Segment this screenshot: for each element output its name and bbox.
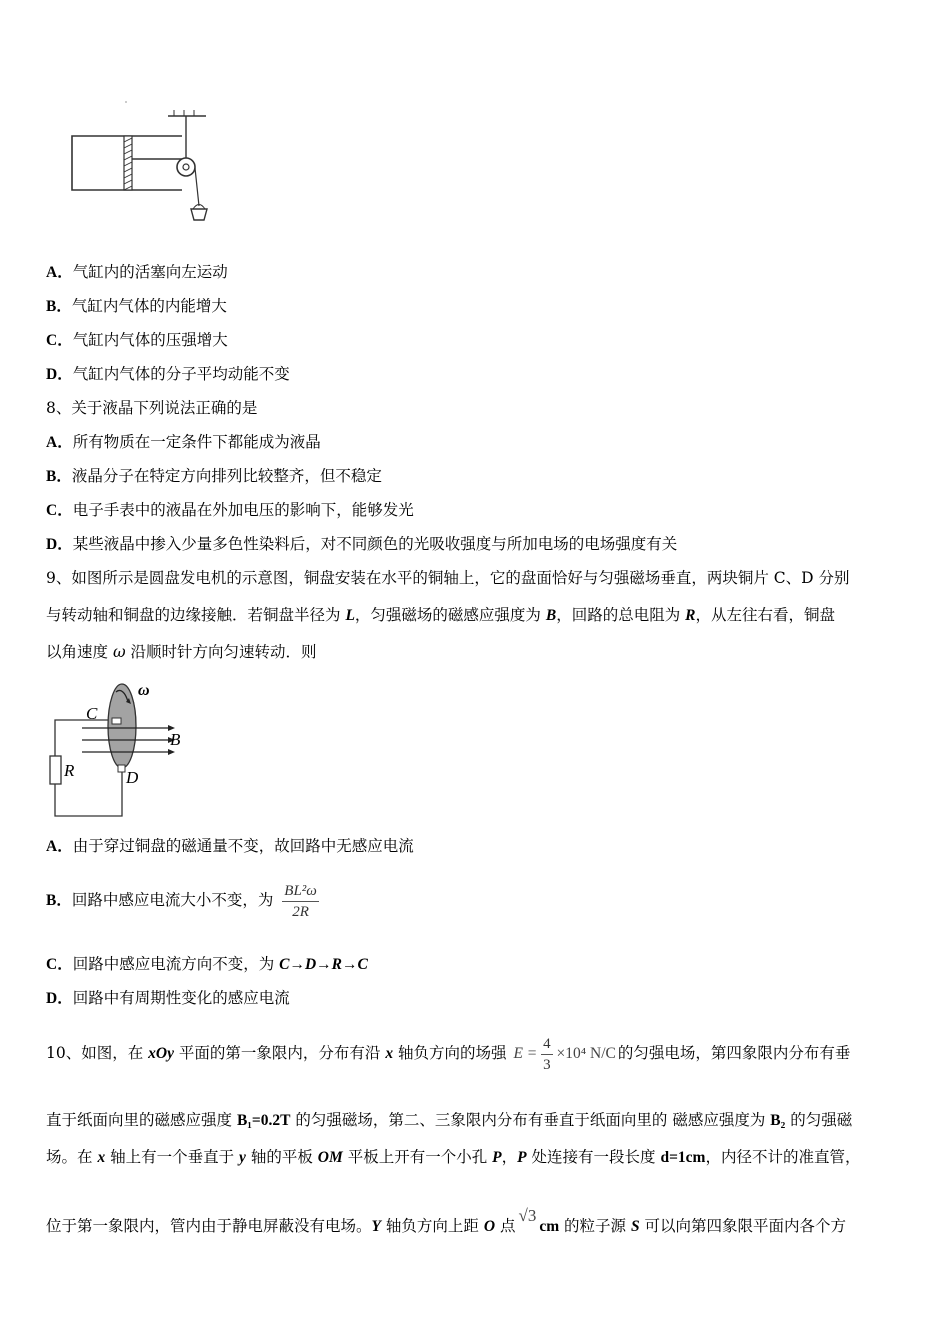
- formula-numerator: 4: [541, 1034, 553, 1055]
- q10-line-3: [46, 1147, 860, 1168]
- option-letter: C．: [46, 502, 73, 519]
- formula-rhs: ×10⁴ N/C: [556, 1045, 616, 1062]
- option-letter: D．: [46, 366, 73, 383]
- q10-line-2: [46, 1110, 852, 1131]
- var-B2: B₂: [770, 1112, 786, 1129]
- unit-cm: cm: [539, 1218, 560, 1235]
- formula-fraction: [541, 1034, 553, 1075]
- text-run: 的匀强电场，第四象限内分布有垂: [617, 1044, 851, 1062]
- label-R: R: [64, 761, 75, 780]
- var-OM: OM: [317, 1149, 343, 1166]
- q7-option-c: [46, 330, 228, 351]
- field-formula: [513, 1025, 615, 1083]
- text-run: 的粒子源: [559, 1217, 631, 1235]
- text-run: 点: [495, 1217, 516, 1235]
- text-run: 位于第一象限内，管内由于静电屏蔽没有电场。: [46, 1217, 372, 1235]
- var-R: R: [685, 607, 696, 624]
- option-text: 气缸内气体的压强增大: [72, 331, 228, 349]
- formula-denominator: 2R: [292, 903, 309, 920]
- q8-option-a: [46, 432, 321, 453]
- option-text: 回路中感应电流大小不变，为: [71, 891, 274, 909]
- option-text: 气缸内气体的分子平均动能不变: [72, 365, 290, 383]
- var-O: O: [483, 1218, 496, 1235]
- q8-stem: 8、关于液晶下列说法正确的是: [46, 399, 258, 417]
- text-run: ，: [501, 1148, 518, 1166]
- label-C: C: [86, 704, 98, 723]
- var-x: x: [385, 1045, 394, 1062]
- q9-stem-line-1: 9、如图所示是圆盘发电机的示意图，铜盘安装在水平的铜轴上，它的盘面恰好与匀强磁场垂直，两块铜片 C、D 分别: [46, 569, 850, 587]
- var-xOy: xOy: [148, 1045, 174, 1062]
- q9-option-b: [46, 872, 319, 928]
- q9-option-a: [46, 836, 414, 857]
- option-text: 某些液晶中掺入少量多色性染料后，对不同颜色的光吸收强度与所加电场的电场强度有关: [72, 535, 678, 553]
- var-omega: ω: [112, 643, 126, 661]
- var-x: x: [97, 1149, 106, 1166]
- text-run: ，从左往右看，铜盘: [695, 606, 835, 624]
- option-letter: D．: [46, 990, 73, 1007]
- var-y: y: [239, 1149, 246, 1166]
- var-S: S: [630, 1218, 640, 1235]
- q7-option-d: [46, 364, 290, 385]
- option-text: 回路中感应电流方向不变，为: [72, 955, 280, 973]
- q9-option-d: [46, 988, 290, 1009]
- text-run: ，匀强磁场的磁感应强度为: [354, 606, 546, 624]
- text-run: 轴上有一个垂直于: [105, 1148, 240, 1166]
- option-letter: D．: [46, 536, 73, 553]
- var-L: L: [345, 607, 355, 624]
- text-run: 轴的平板: [245, 1148, 318, 1166]
- option-letter: C．: [46, 956, 73, 973]
- sqrt-three: √3: [518, 1206, 537, 1225]
- option-letter: A．: [46, 264, 73, 281]
- label-omega: ω: [138, 682, 150, 699]
- text-run: 轴负方向的场强: [393, 1044, 507, 1062]
- text-run: 处连接有一段长度: [526, 1148, 661, 1166]
- var-P: P: [517, 1149, 527, 1166]
- formula-numerator: BL²ω: [282, 881, 319, 902]
- text-run: ，回路的总电阻为: [556, 606, 686, 624]
- q9-stem-line-2: [46, 605, 835, 626]
- text-run: 平板上开有一个小孔: [342, 1148, 493, 1166]
- option-text: 气缸内的活塞向左运动: [72, 263, 228, 281]
- label-B: B: [170, 730, 181, 749]
- text-run: 可以向第四象限平面内各个方: [639, 1217, 847, 1235]
- current-formula: [282, 881, 319, 922]
- option-letter: B．: [46, 892, 72, 909]
- option-letter: B．: [46, 468, 72, 485]
- q10-line-1: [46, 1024, 850, 1082]
- cylinder-pulley-figure: [60, 96, 220, 231]
- var-d: d=1cm: [660, 1149, 706, 1166]
- q9-option-c: [46, 954, 368, 975]
- option-text: 回路中有周期性变化的感应电流: [72, 989, 290, 1007]
- var-B: B: [545, 607, 557, 624]
- current-path: C→D→R→C: [279, 956, 368, 973]
- text-run: 轴负方向上距: [380, 1217, 484, 1235]
- formula-denominator: 3: [543, 1056, 551, 1073]
- q9-stem-line-3: [46, 642, 317, 662]
- option-text: 所有物质在一定条件下都能成为液晶: [72, 433, 321, 451]
- var-B1: B₁=0.2T: [236, 1112, 291, 1129]
- q8-option-b: [46, 466, 382, 487]
- text-run: 平面的第一象限内，分布有沿: [173, 1044, 386, 1062]
- text-run: 10、如图，在: [46, 1044, 149, 1062]
- text-run: ，内径不计的准直管，: [705, 1148, 861, 1166]
- label-D: D: [126, 768, 139, 787]
- text-run: 与转动轴和铜盘的边缘接触．若铜盘半径为: [46, 606, 346, 624]
- text-run: 沿顺时针方向匀速转动．则: [125, 643, 317, 661]
- option-letter: A．: [46, 434, 73, 451]
- disc-generator-figure: [44, 676, 194, 822]
- q8-option-d: [46, 534, 677, 555]
- var-Y: Y: [371, 1218, 381, 1235]
- text-run: 场。在: [46, 1148, 98, 1166]
- option-letter: A．: [46, 838, 73, 855]
- text-run: 直于纸面向里的磁感应强度: [46, 1111, 237, 1129]
- text-run: 的匀强磁场，第二、三象限内分布有垂直于纸面向里的 磁感应强度为: [290, 1111, 771, 1129]
- option-text: 气缸内气体的内能增大: [71, 297, 227, 315]
- option-text: 由于穿过铜盘的磁通量不变，故回路中无感应电流: [72, 837, 414, 855]
- q7-option-a: [46, 262, 228, 283]
- q7-option-b: [46, 296, 227, 317]
- option-letter: B．: [46, 298, 72, 315]
- text-run: 的匀强磁: [785, 1111, 853, 1129]
- q10-line-4: [46, 1196, 846, 1236]
- q8-option-c: [46, 500, 414, 521]
- option-text: 电子手表中的液晶在外加电压的影响下，能够发光: [72, 501, 414, 519]
- option-text: 液晶分子在特定方向排列比较整齐，但不稳定: [71, 467, 382, 485]
- option-letter: C．: [46, 332, 73, 349]
- var-P: P: [492, 1149, 502, 1166]
- text-run: 以角速度: [46, 643, 113, 661]
- formula-lhs: E =: [513, 1045, 538, 1062]
